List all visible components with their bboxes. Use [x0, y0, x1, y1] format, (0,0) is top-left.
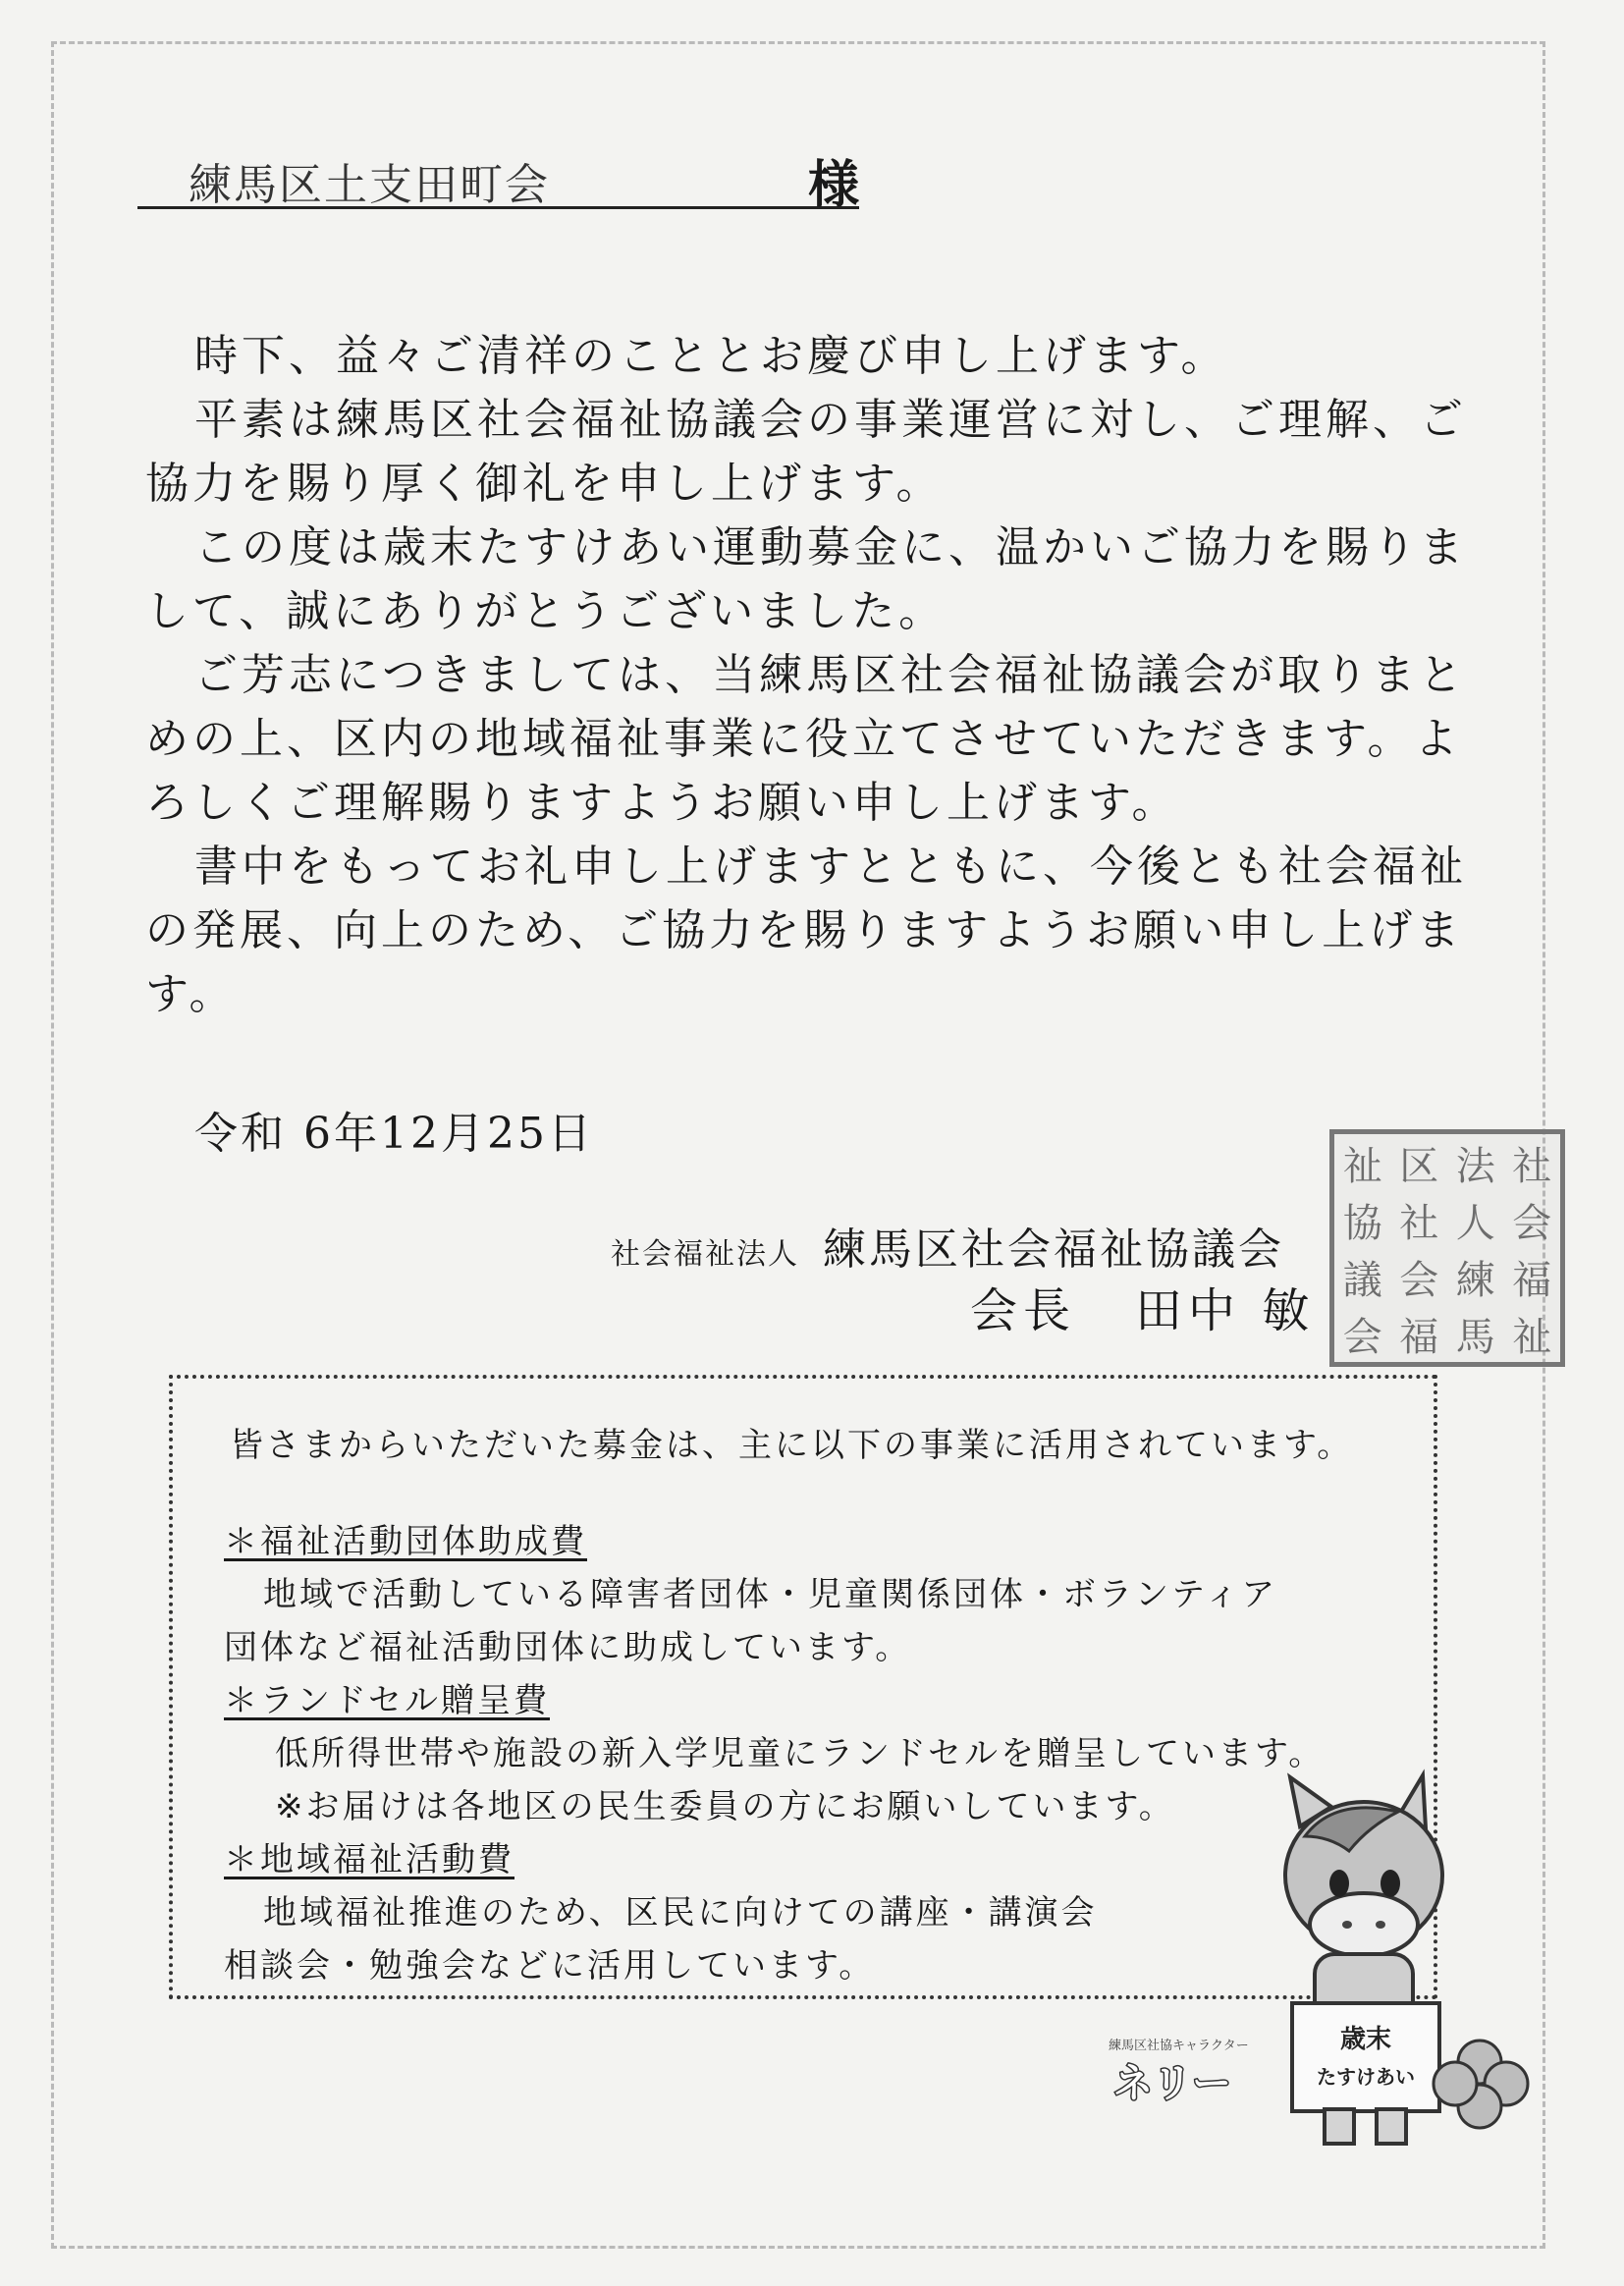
seal-glyph: 祉	[1342, 1143, 1382, 1189]
item-heading: ＊ランドセル贈呈費	[224, 1681, 550, 1720]
sign-text: 歳末	[1339, 2025, 1392, 2054]
chair-name: 田中 敏	[1135, 1283, 1316, 1338]
mascot-leg	[1325, 2109, 1354, 2144]
seal-glyph: 馬	[1455, 1314, 1495, 1360]
mascot-name: ネリー	[1113, 2061, 1231, 2106]
seal-glyph: 会	[1512, 1200, 1552, 1246]
item-line: 地域福祉推進のため、区民に向けての講座・講演会	[263, 1893, 1098, 1932]
mascot-muzzle	[1310, 1893, 1418, 1956]
sender-organization	[611, 1214, 1284, 1277]
honorific: 様	[807, 155, 859, 215]
mascot-illustration	[1104, 1768, 1555, 2160]
mascot-eye	[1329, 1870, 1349, 1897]
mascot-leg	[1377, 2109, 1406, 2144]
item-line: ※お届けは各地区の民生委員の方にお願いしています。	[275, 1787, 1175, 1826]
seal-glyph: 法	[1455, 1143, 1495, 1189]
body-paragraph: この度は歳末たすけあい運動募金に、温かいご協力を賜りまして、誠にありがとうございました。	[145, 522, 1467, 636]
mascot-sign	[1292, 2003, 1439, 2111]
item-heading: ＊地域福祉活動費	[224, 1840, 514, 1879]
body-paragraph: 書中をもってお礼申し上げますとともに、今後とも社会福祉の発展、向上のため、ご協力を賜りますようお願い申し上げます。	[145, 842, 1467, 1019]
corporation-type: 社会福祉法人	[611, 1237, 799, 1272]
seal-glyph: 会	[1399, 1257, 1439, 1303]
seal-glyph: 区	[1399, 1143, 1439, 1189]
body-paragraph: 平素は練馬区社会福祉協議会の事業運営に対し、ご理解、ご協力を賜り厚く御礼を申し上げます。	[145, 395, 1467, 509]
sender-chair	[970, 1273, 1315, 1340]
chair-title: 会長	[970, 1283, 1077, 1338]
seal-glyph: 福	[1399, 1314, 1439, 1360]
item-line: 団体など福祉活動団体に助成しています。	[224, 1628, 912, 1667]
item-line: 低所得世帯や施設の新入学児童にランドセルを贈呈しています。	[275, 1734, 1326, 1773]
letter-body	[145, 324, 1490, 1026]
body-paragraph: 時下、益々ご清祥のこととお慶び申し上げます。	[194, 331, 1228, 381]
seal-glyph: 練	[1455, 1257, 1495, 1303]
seal-glyph: 協	[1342, 1200, 1382, 1246]
mascot-nostril	[1342, 1921, 1352, 1929]
mascot-eye	[1380, 1870, 1400, 1897]
seal-glyph: 祉	[1512, 1314, 1552, 1360]
item-line: 地域で活動している障害者団体・児童関係団体・ボランティア	[263, 1575, 1278, 1614]
mascot-nostril	[1376, 1921, 1385, 1929]
item-heading: ＊福祉活動団体助成費	[224, 1522, 587, 1561]
sign-text: たすけあい	[1317, 2065, 1415, 2089]
letter-date: 令和 6年12月25日	[194, 1109, 594, 1159]
seal-glyph: 社	[1512, 1143, 1552, 1189]
item-line: 相談会・勉強会などに活用しています。	[224, 1946, 876, 1986]
body-paragraph: ご芳志につきましては、当練馬区社会福祉協議会が取りまとめの上、区内の地域福祉事業に役立てさせていただきます。よろしくご理解賜りますようお願い申し上げます。	[145, 650, 1467, 828]
addressee-name: 練馬区土支田町会	[189, 160, 550, 210]
mascot-caption: 練馬区社協キャラクター	[1109, 2039, 1249, 2053]
addressee-line	[137, 147, 859, 215]
seal-glyph: 人	[1455, 1200, 1495, 1246]
seal-glyph: 社	[1399, 1200, 1439, 1246]
seal-glyph: 会	[1342, 1314, 1382, 1360]
organization-name: 練馬区社会福祉協議会	[823, 1225, 1284, 1275]
official-seal	[1329, 1129, 1565, 1367]
info-intro: 皆さまからいただいた募金は、主に以下の事業に活用されています。	[230, 1426, 1354, 1465]
seal-glyph: 議	[1342, 1257, 1382, 1303]
clover-icon	[1434, 2041, 1528, 2128]
seal-glyph: 福	[1512, 1257, 1552, 1303]
